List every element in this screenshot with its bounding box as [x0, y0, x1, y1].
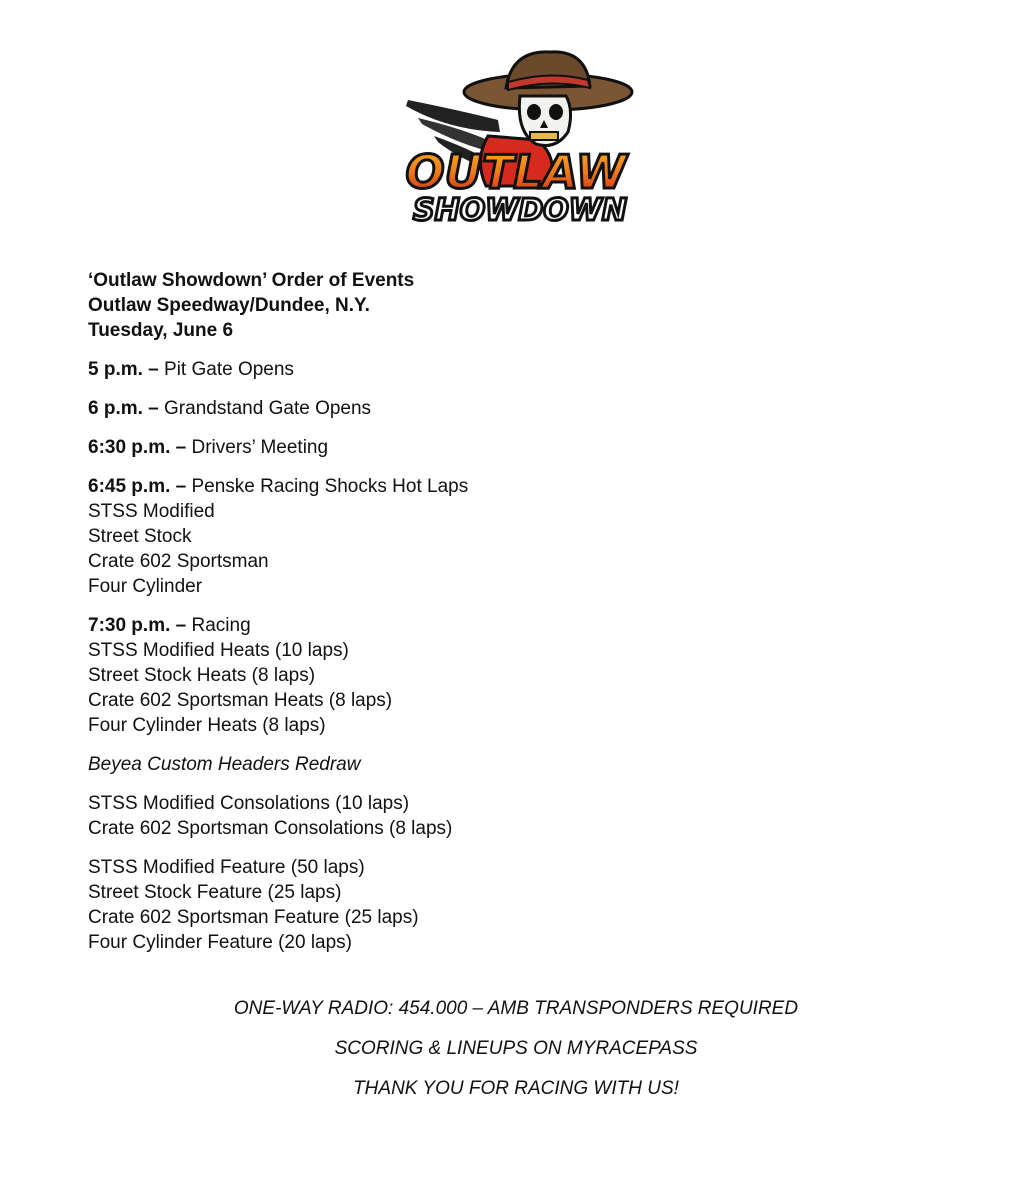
consolations-list	[88, 791, 948, 841]
list-item: STSS Modified Consolations (10 laps)	[88, 793, 410, 814]
list-item: STSS Modified Heats (10 laps)	[88, 640, 349, 661]
list-item: Four Cylinder Heats (8 laps)	[88, 715, 326, 736]
schedule-time: 6:45 p.m. –	[88, 476, 187, 497]
list-item: STSS Modified	[88, 501, 215, 522]
schedule-event: Grandstand Gate Opens	[158, 398, 372, 419]
schedule-event: Drivers’ Meeting	[186, 437, 329, 458]
logo-text-outlaw: OUTLAW	[405, 145, 627, 199]
skull-cowboy-logo-icon	[388, 40, 644, 240]
list-item: Crate 602 Sportsman	[88, 551, 269, 572]
list-item: Four Cylinder Feature (20 laps)	[88, 932, 352, 953]
document-title: ‘Outlaw Showdown’ Order of Events	[88, 270, 415, 291]
footer-notes	[0, 996, 1032, 1116]
list-item: Crate 602 Sportsman Feature (25 laps)	[88, 907, 419, 928]
order-of-events	[88, 268, 948, 955]
schedule-time: 6 p.m. –	[88, 398, 159, 419]
schedule-item	[88, 435, 948, 460]
schedule-event: Penske Racing Shocks Hot Laps	[186, 476, 469, 497]
schedule-event: Racing	[186, 615, 251, 636]
schedule-item	[88, 357, 948, 382]
thank-you-note: THANK YOU FOR RACING WITH US!	[353, 1078, 679, 1099]
schedule-item	[88, 613, 948, 738]
schedule-time: 6:30 p.m. –	[88, 437, 187, 458]
redraw-note	[88, 752, 948, 777]
logo-text-showdown: SHOWDOWN	[413, 193, 627, 228]
features-list	[88, 855, 948, 955]
schedule-event: Pit Gate Opens	[158, 359, 294, 380]
list-item: Crate 602 Sportsman Consolations (8 laps)	[88, 818, 453, 839]
document-header	[88, 268, 948, 343]
event-date: Tuesday, June 6	[88, 320, 234, 341]
list-item: Street Stock Heats (8 laps)	[88, 665, 316, 686]
schedule-item	[88, 474, 948, 599]
list-item: Four Cylinder	[88, 576, 203, 597]
radio-note: ONE-WAY RADIO: 454.000 – AMB TRANSPONDERS REQUIRED	[233, 998, 799, 1019]
venue: Outlaw Speedway/Dundee, N.Y.	[88, 295, 370, 316]
redraw-label: Beyea Custom Headers Redraw	[88, 754, 361, 775]
schedule-time: 7:30 p.m. –	[88, 615, 187, 636]
schedule-item	[88, 396, 948, 421]
scoring-note: SCORING & LINEUPS ON MYRACEPASS	[334, 1038, 698, 1059]
list-item: Street Stock	[88, 526, 192, 547]
list-item: Street Stock Feature (25 laps)	[88, 882, 342, 903]
outlaw-showdown-logo	[388, 40, 644, 240]
list-item: STSS Modified Feature (50 laps)	[88, 857, 365, 878]
list-item: Crate 602 Sportsman Heats (8 laps)	[88, 690, 393, 711]
schedule-time: 5 p.m. –	[88, 359, 159, 380]
